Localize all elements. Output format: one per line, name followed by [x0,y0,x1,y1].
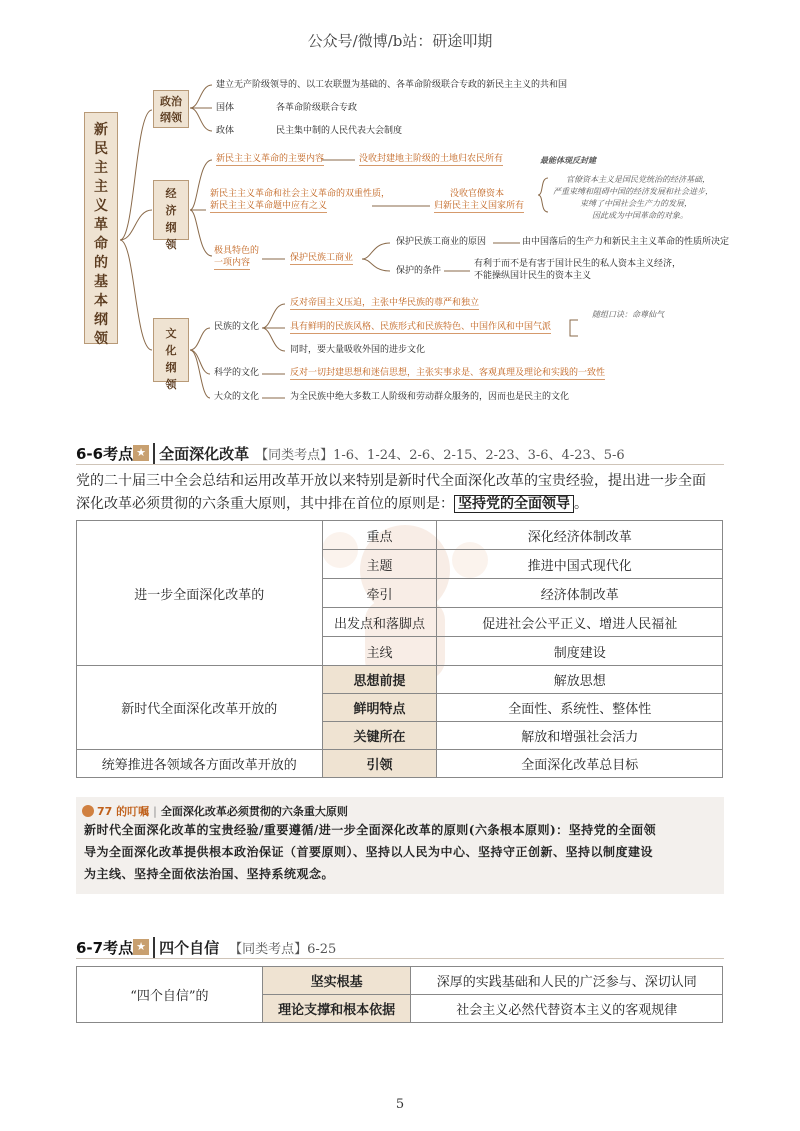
political-item-3-val: 民主集中制的人民代表大会制度 [276,126,403,136]
sec66-rule [76,464,724,465]
sec66-same-points: 【同类考点】1-6、1-24、2-6、2-15、2-23、3-6、4-23、5-6 [255,447,625,463]
table-key: 坚实根基 [262,967,411,995]
sec66-para-line-2: 深化改革必须贯彻的六条重大原则，其中排在首位的原则是： [76,496,454,512]
table-value: 全面性、系统性、整体性 [437,694,723,722]
mindmap-connectors [0,0,800,420]
econ-r2-note-2: 严重束缚和阻碍中国的经济发展和社会进步， [553,187,713,196]
econ-r3-a-key: 保护民族工商业的原因 [396,237,487,247]
cult-pop-val: 为全民族中绝大多数工人阶级和劳动群众服务的，因而也是民主的文化 [290,392,570,402]
sec66-table [76,520,723,778]
sec66-group-2: 新时代全面深化改革开放的 [77,666,323,750]
star-icon: ★ [133,445,149,461]
table-value: 全面深化改革总目标 [437,750,723,778]
table-value: 制度建设 [437,637,723,666]
tip-separator: | [153,804,157,818]
table-value: 解放思想 [437,666,723,694]
cult-nat-2: 具有鲜明的民族风格、民族形式和民族特色、中国作风和中国气派 [290,322,552,332]
table-key: 牵引 [322,579,437,608]
page-header: 公众号/微博/b站：研途叩期 [307,32,493,50]
econ-r2-right-2: 归新民主主义国家所有 [434,201,525,211]
cult-nat-key: 民族的文化 [214,322,260,332]
sec67-title: 四个自信 [153,937,219,958]
cultural-label: 文化纲领 [165,327,177,391]
table-value: 经济体制改革 [437,579,723,608]
tip-line-3: 为主线、坚持全面依法治国、坚持系统观念。 [84,867,335,881]
sec66-number: 6-6考点 [76,444,134,463]
sec67-table [76,966,723,1023]
table-key: 关键所在 [322,722,437,750]
econ-r1-left: 新民主主义革命的主要内容 [216,154,325,164]
sec66-group-1: 进一步全面深化改革的 [77,521,323,666]
table-key: 重点 [322,521,437,550]
tip-line-2: 导为全面深化改革提供根本政治保证（首要原则）、坚持以人民为中心、坚持守正创新、坚持以制度建设 [84,845,654,859]
econ-r2-left-2: 新民主主义革命题中应有之义 [210,201,328,211]
cult-pop-key: 大众的文化 [214,392,260,402]
econ-r1-note: 最能体现反封建 [540,155,596,165]
mindmap [0,0,800,420]
table-value: 促进社会公平正义、增进人民福祉 [437,608,723,637]
econ-r3-a-val: 由中国落后的生产力和新民主主义革命的性质所决定 [522,237,730,247]
economic-label: 经济纲领 [165,187,177,251]
tip-title: 全面深化改革必须贯彻的六条重大原则 [160,805,348,818]
political-item-2-val: 各革命阶级联合专政 [276,103,358,113]
sec66-title: 全面深化改革 [153,443,249,464]
economic-node [153,180,189,251]
table-key: 理论支撑和根本依据 [262,995,411,1023]
table-key: 主线 [322,637,437,666]
table-key: 主题 [322,550,437,579]
table-key: 思想前提 [322,666,437,694]
table-value: 推进中国式现代化 [437,550,723,579]
tip-header [82,803,348,819]
sec66-key-principle: 坚持党的全面领导 [454,495,574,513]
econ-r2-right-1: 没收官僚资本 [450,189,505,199]
econ-r3-left-1: 极具特色的 [214,246,260,256]
cultural-node [153,318,189,391]
sec66-heading [76,442,625,464]
sec67-heading [76,936,336,958]
sec66-tip-box [76,797,724,894]
cult-nat-note: 随组口诀：命尊仙气 [592,310,664,319]
star-icon: ★ [133,939,149,955]
mindmap-root [84,112,118,347]
cult-sci-val: 反对一切封建思想和迷信思想，主张实事求是、客观真理及理论和实践的一致性 [290,368,606,378]
econ-r3-left-2: 一项内容 [214,258,251,268]
cult-nat-1: 反对帝国主义压迫，主张中华民族的尊严和独立 [290,298,480,308]
tip-badge: 77 的叮嘱 [97,805,150,818]
bulb-icon [82,805,94,817]
econ-r2-left-1: 新民主主义革命和社会主义革命的双重性质， [210,189,391,199]
econ-r3-mid: 保护民族工商业 [290,253,354,263]
tip-line-1: 新时代全面深化改革的宝贵经验/重要遵循/进一步全面深化改革的原则(六条根本原则)：坚持党的全面领 [84,823,657,837]
table-value: 深化经济体制改革 [437,521,723,550]
econ-r2-note-3: 束缚了中国社会生产力的发展， [580,199,692,208]
political-item-3-key: 政体 [216,126,235,136]
page-number: 5 [395,1097,405,1112]
table-key: 引领 [322,750,437,778]
sec66-group-3: 统筹推进各领域各方面改革开放的 [77,750,323,778]
cult-nat-3: 同时，要大量吸收外国的进步文化 [290,345,426,355]
cult-sci-key: 科学的文化 [214,368,260,378]
table-value: 解放和增强社会活力 [437,722,723,750]
econ-r3-b-val-2: 不能操纵国计民生的资本主义 [474,271,592,281]
table-value: 社会主义必然代替资本主义的客观规律 [411,995,723,1023]
sec66-para-end: 。 [574,496,588,512]
table-value: 深厚的实践基础和人民的广泛参与、深切认同 [411,967,723,995]
sec67-same-points: 【同类考点】6-25 [229,941,337,957]
political-item-1: 建立无产阶级领导的、以工农联盟为基础的、各革命阶级联合专政的新民主主义的共和国 [216,80,568,90]
econ-r1-right: 没收封建地主阶级的土地归农民所有 [359,154,504,164]
econ-r2-note-4: 因此成为中国革命的对象。 [592,211,688,220]
econ-r3-b-key: 保护的条件 [396,266,442,276]
political-item-2-key: 国体 [216,103,235,113]
sec67-left: “四个自信”的 [77,967,263,1023]
table-key: 出发点和落脚点 [322,608,437,637]
political-node [153,90,189,128]
sec66-para-line-1: 党的二十届三中全会总结和运用改革开放以来特别是新时代全面深化改革的宝贵经验，提出进一步全面 [76,473,706,489]
political-label: 政治纲领 [160,95,182,124]
table-key: 鲜明特点 [322,694,437,722]
sec67-rule [76,958,724,959]
tip-body [84,819,720,885]
sec67-number: 6-7考点 [76,938,134,957]
econ-r2-note-1: 官僚资本主义是国民党统治的经济基础， [566,175,710,184]
mindmap-root-label: 新民主主义革命的基本纲领 [94,122,108,347]
econ-r3-b-val-1: 有利于而不是有害于国计民生的私人资本主义经济， [474,259,682,269]
